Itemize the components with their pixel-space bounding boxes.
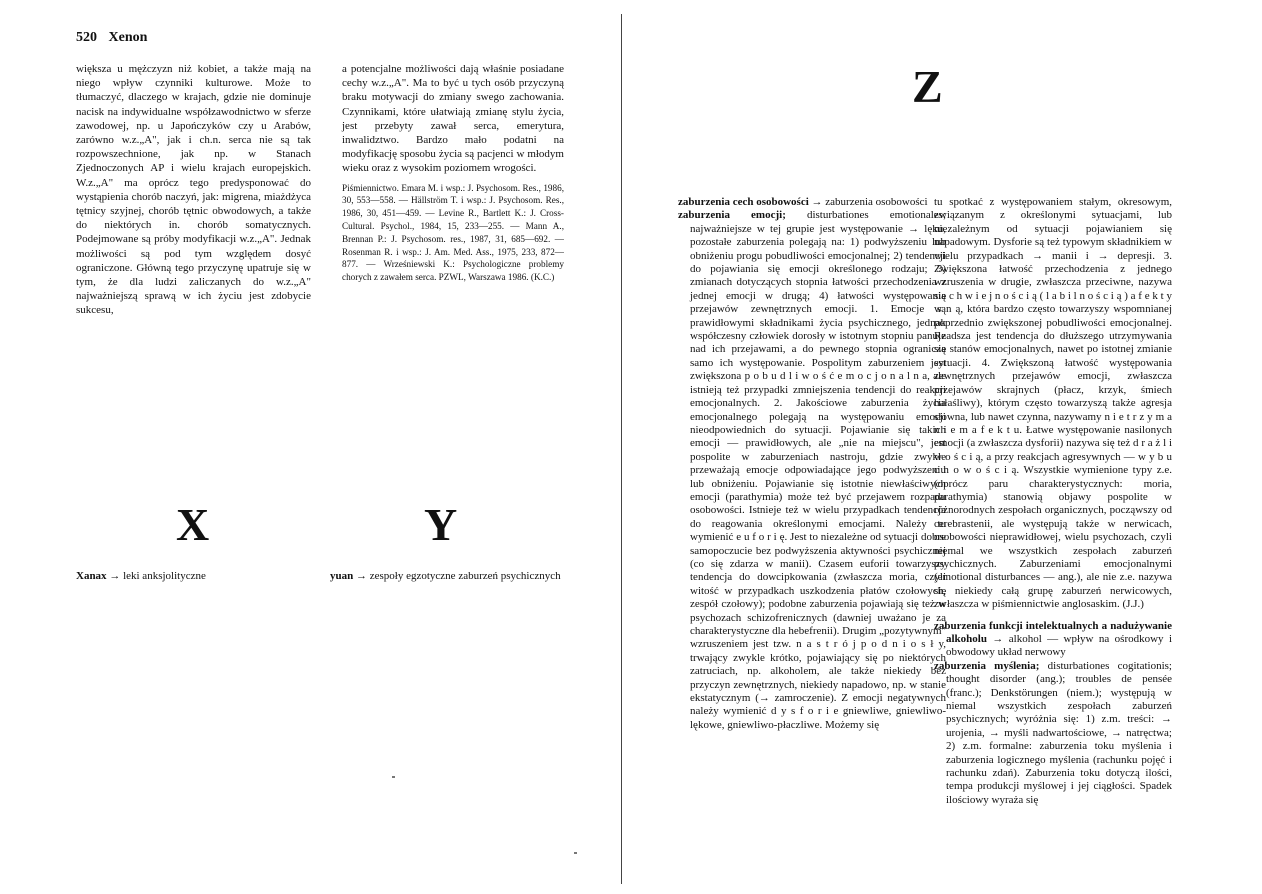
left-column-2 bbox=[342, 62, 564, 284]
entry-head: zaburzenia myślenia; bbox=[934, 659, 1040, 672]
entry-head: Xanax bbox=[76, 570, 107, 582]
scan-artifact bbox=[392, 776, 395, 778]
entry-body: → alkohol — wpływ na ośrodkowy i obwodowy układ nerwowy bbox=[946, 633, 1173, 659]
dictionary-entry bbox=[678, 196, 946, 209]
right-column-2 bbox=[934, 196, 1172, 807]
running-head-title: Xenon bbox=[108, 30, 148, 45]
dictionary-entry bbox=[678, 209, 946, 732]
entry-yuan bbox=[330, 570, 564, 584]
entry-body: disturbationes cogitationis; thought disorder (ang.); troubles de pensée (franc.); Denkstörungen (niem.); występują w niemal wszystkich zespołach zaburzeń psychicznych; wyróżnia się: 1) z.m. treści: → urojenia, → myśli nadwartościowe, → natręctwa; 2) z.m. formalne: zaburzenia toku myślenia i zaburzenia logicznego myślenia (rachunku pojęć i rachunku zdań). Zaburzenia toku dotyczą ilości, tempa produkcji myślowej i jej ciągłości. Spadek ilościowy wyraża się bbox=[946, 659, 1172, 806]
entry-head: zaburzenia funkcji intelektualnych a nadużywanie alkoholu bbox=[934, 619, 1172, 645]
dictionary-entry bbox=[934, 660, 1172, 807]
entry-continuation bbox=[934, 196, 1172, 612]
right-column-1 bbox=[678, 196, 946, 732]
right-page bbox=[622, 0, 1262, 894]
literature-references: Piśmiennictwo. Emara M. i wsp.: J. Psychosom. Res., 1986, 30, 553—558. — Hällström T. i wsp.: J. Psychosom. Res., 1986, 30, 451—459. — Levine R., Bartlett K.: J. Cross-Cultural. Psychol., 1984, 15, 233—255. — Mann A., Brennan P.: J. Psychosom. res., 1987, 31, 685—692. — Rosenman R. i wsp.: J. Am. Med. Ass., 1975, 233, 872—877. — Wrześniewski K.: Psychologiczne problemy chorych z zawałem serca. PZWL, Warszawa 1986. (K.C.) bbox=[342, 182, 564, 283]
section-letter-y: Y bbox=[424, 499, 458, 550]
scan-artifact bbox=[574, 852, 577, 854]
page-number: 520 bbox=[76, 30, 97, 45]
entry-head: yuan bbox=[330, 570, 354, 582]
section-letter-x: X bbox=[176, 499, 210, 550]
entry-body: tu spotkać z występowaniem stałym, okresowym, związanym z określonymi sytuacjami, lub niezależnym od sytuacji pojawianiem się napadowym. Dysforie są też typowym składnikiem w wielu przypadkach → manii i → depresji. 3. Zwiększona łatwość przechodzenia z jednego wzruszenia w drugie, zwłaszcza przeciwne, nazywa się c h w i e j n o ś c i ą ( l a b i l n o ś c i ą ) a f e k t y w n ą, która bardzo często towarzyszy wspomnianej poprzednio zwiększonej pobudliwości emocjonalnej. Rzadsza jest tendencja do dłuższego utrzymywania się stanów emocjonalnych, nawet po istotnej zmianie sytuacji. 4. Zwiększoną łatwość występowania zewnętrznych przejawów emocji, zwłaszcza przejawów skrajnych (płacz, krzyk, śmiech hałaśliwy), którym często towarzyszą także agresja słowna, lub nawet czynna, nazywamy n i e t r z y m a n i e m a f e k t u. Łatwe występowanie nasilonych emocji (a zwłaszcza dysforii) nazywa się też d r a ż l i w o ś c i ą, a przy reakcjach agresywnych — w y b u c h o w o ś c i ą. Wszystkie wymienione typy z.e. (oprócz paru charakterystycznych: moria, parathymia) stanowią objawy pospolite w różnorodnych zespołach organicznych, począwszy od cerebrastenii, ale występują także w nerwicach, osobowości nieprawidłowej, wielu psychozach, czyli niemal we wszystkich zespołach zaburzeń psychicznych. Zaburzeniami emocjonalnymi (emotional disturbances — ang.), ale nie z.e. nazywa się niekiedy całą grupę zaburzeń nerwicowych, zwłaszcza w piśmiennictwie anglosaskim. (J.J.) bbox=[934, 196, 1172, 611]
entry-body: disturbationes emotionales; najważniejsze w tej grupie jest występowanie → lęku, pozostałe zaburzenia polegają na: 1) podwyższeniu lub obniżeniu progu pobudliwości emocjonalnej; 2) tendencji do pojawiania się emocji określonego rodzaju; 3) zmianach dotyczących stopnia łatwości przechodzenia z jednej emocji w drugą; 4) łatwości występowania przejawów zewnętrznych emocji. 1. Emocje są prawidłowymi składnikami życia psychicznego, jednak współczesny człowiek dorosły w istotnym stopniu panuje nad ich przejawami, a do pewnego stopnia ogranicza samo ich występowanie. Pospolitym zaburzeniem jest zwiększona p o b u d l i w o ś ć e m o c j o n a l n a, ale istnieją też przypadki zmniejszenia tendencji do reakcji emocjonalnych. 2. Jakościowe zaburzenia życia emocjonalnego polegają na występowaniu emocji nieodpowiednich do sytuacji. Pojawianie się takich emocji — prawidłowych, ale „nie na miejscu", jest pospolite w zaburzeniach nastroju, gdzie zwykle przeważają emocje odpowiadające jego podwyższeniu lub obniżeniu. Pojawianie się istotnie niewłaściwych emocji (parathymia) może też być przejawem rozpadu osobowości. Istnieje też w wielu przypadkach tendencja do reagowania określonymi emocjami. Należy tu wymienić e u f o r i ę. Jest to niezależne od sytuacji dobre samopoczucie bez podwyższenia aktywności psychicznej (co się zdarza w manii). Czasem euforii towarzyszy tendencja do dowcipkowania (zwłaszcza moria, czyli witość w przypadkach uszkodzenia płatów czołowych, zespół czołowy); podobne zaburzenia pojawiają się też w psychozach schizofrenicznych (dawniej uważano je za charakterystyczne dla hebefrenii). Drugim „pozytywnym" wzruszeniem jest tzw. n a s t r ó j p o d n i o s ł y, trwający zwykle krótko, pojawiający się po niektórych zatruciach, np. alkoholem, ale także niekiedy bez przyczyn zewnętrznych, niekiedy napadowo, np. w stanie ekstatycznym (→ zamroczenie). Z emocji negatywnych należy wymienić d y s f o r i e gniewliwe, gniewliwo-lękowe, gniewliwo-płaczliwe. Możemy się bbox=[690, 209, 946, 731]
body-paragraph: a potencjalne możliwości dają właśnie posiadane cechy w.z.„A". Ma to być u tych osób przyczyną braku motywacji do zmiany swego zachowania. Czynnikami, które ułatwiają zmianę stylu życia, jest przebyty zawał serca, emerytura, inwalidztwo. Bardzo mało podatni na modyfikację sposobu życia są pacjenci w młodym wieku oraz z wysokim poziomem wrogości. bbox=[342, 63, 564, 175]
body-paragraph: większa u mężczyzn niż kobiet, a także mają na niego wpływ czynniki kulturowe. Może to tłumaczyć, dlaczego w krajach, gdzie nie dominuje nacisk na indywidualne współzawodnictwo w sferze zawodowej, np. u Japończyków czy u Arabów, zarówno w.z.„A", jak i ch.n. serca nie są tak rozpowszechnione, jak np. w Stanach Zjednoczonych AP i wielu krajach europejskich. W.z.„A" ma oprócz tego predysponować do wystąpienia chorób naczyń, jak: migrena, miażdżyca tętnicy szyjnej, chorób tętnic obwodowych, a także do niektórych in. chorób somatycznych. Podejmowane są próby modyfikacji w.z.„A". Jednak możliwości są pod tym względem dosyć ograniczone. Główną tego przyczynę upatruje się w tym, że dla ludzi zaliczanych do w.z.„A" najważniejszą sprawą w ich życiu jest zdobycie sukcesu, bbox=[76, 63, 311, 317]
entry-xanax bbox=[76, 570, 311, 584]
entry-body: → zespoły egzotyczne zaburzeń psychicznych bbox=[356, 570, 561, 582]
entry-head: zaburzenia cech osobowości bbox=[678, 196, 809, 208]
entry-body: → zaburzenia osobowości bbox=[811, 196, 928, 208]
left-column-1 bbox=[76, 62, 311, 318]
section-letter-z: Z bbox=[912, 61, 943, 112]
entry-body: → leki anksjolityczne bbox=[109, 570, 206, 582]
dictionary-entry bbox=[934, 620, 1172, 660]
entry-head: zaburzenia emocji; bbox=[678, 209, 786, 222]
running-head bbox=[76, 30, 147, 46]
left-page bbox=[0, 0, 622, 894]
